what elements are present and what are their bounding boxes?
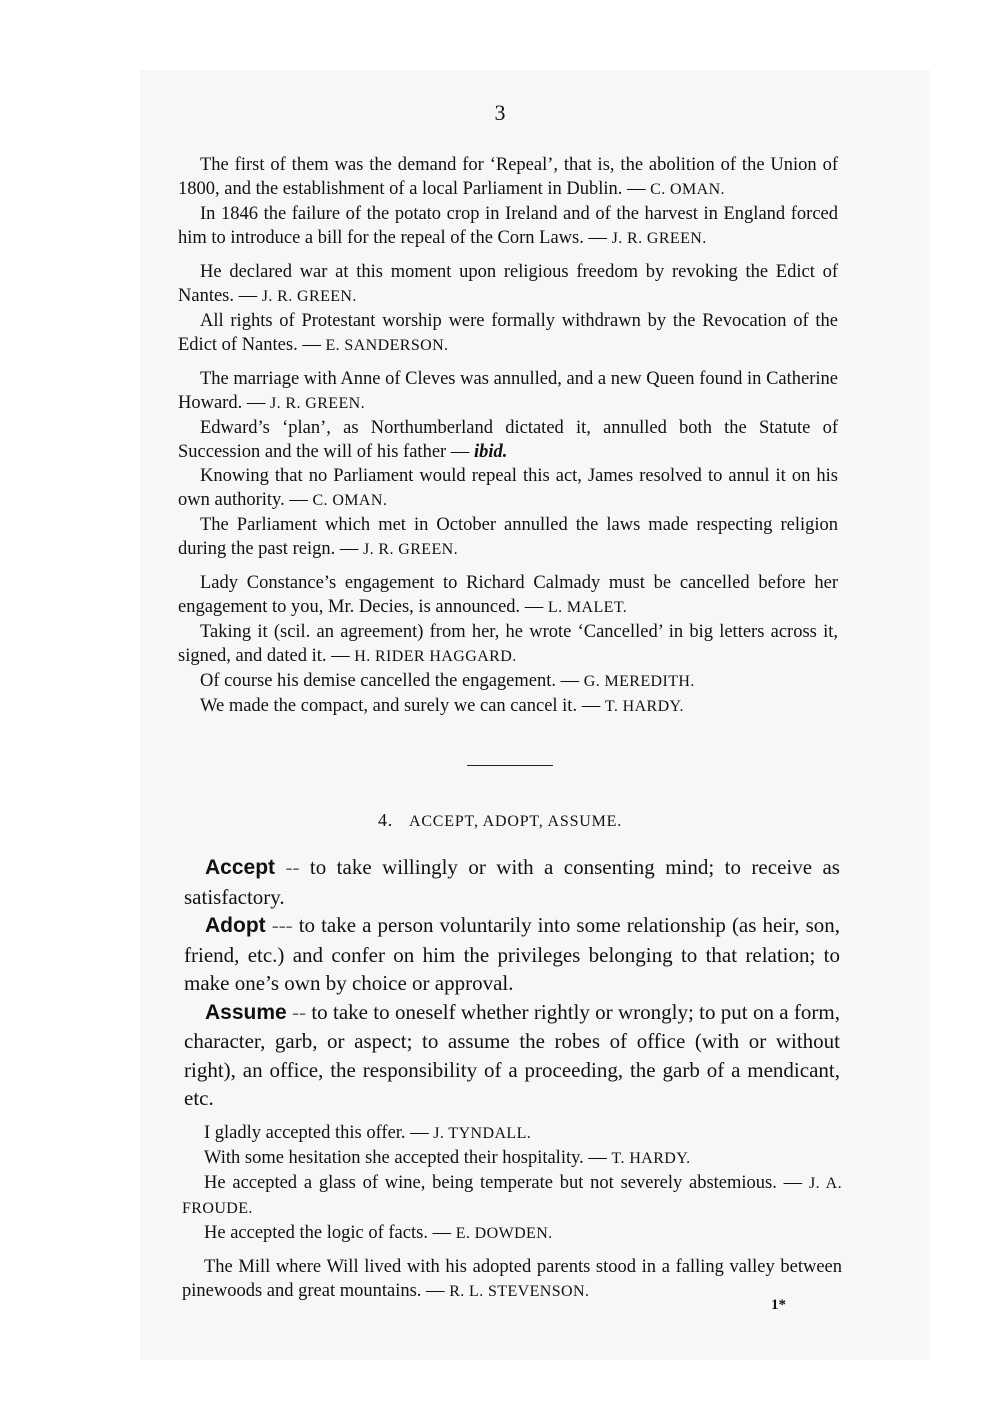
quotation-text: The first of them was the demand for ‘Repeal’, that is, the abolition of the Union of 1800, and the establishment of a local Parliament in Dublin. — [178,155,838,199]
quotation-author: J. A. FROUDE. [182,1175,842,1217]
quotation-ibid: ibid. [473,442,508,462]
quotation-author: E. SANDERSON. [325,337,449,354]
definition-term: Accept [205,856,276,879]
quotation [182,1171,842,1221]
quotation-author: G. MEREDITH. [583,673,695,690]
quotation-author: T. HARDY. [611,1150,691,1167]
definition [184,911,840,998]
quotation [182,1146,842,1171]
quotation-text: The marriage with Anne of Cleves was annulled, and a new Queen found in Catherine Howard. — [178,369,838,413]
section-heading [0,810,1000,831]
quote-group [178,153,838,251]
quotation-author: J. R. GREEN. [269,395,365,412]
quotation-text: Taking it (scil. an agreement) from her, he wrote ‘Cancelled’ in big letters across it, signed, and dated it. — [178,622,838,666]
quote-group [182,1255,842,1304]
definition-term: Assume [205,1000,287,1024]
quotation [178,571,838,620]
definition-text: to take to oneself whether rightly or wrongly; to put on a form, character, garb, or aspect; to assume the robes of office (with or without right), an office, the responsibility of a proceeding, the garb of a mendicant, etc. [184,999,840,1110]
quotes-top [178,153,838,728]
definition-dash: -- [275,855,310,879]
quotation-author: E. DOWDEN. [455,1225,553,1242]
quotation-author: R. L. STEVENSON. [449,1283,590,1300]
quotation-text: Knowing that no Parliament would repeal this act, James resolved to annul it on his own authority. — [178,466,838,510]
quotation [178,202,838,251]
section-title: ACCEPT, ADOPT, ASSUME. [408,813,623,830]
quotation-text: All rights of Protestant worship were formally withdrawn by the Revocation of the Edict of Nantes. — [178,311,838,355]
quote-group [178,367,838,562]
quotation-text: The Mill where Will lived with his adopted parents stood in a falling valley between pinewoods and great mountains. — [182,1257,842,1301]
definition-dash: -- [286,999,312,1024]
quotes-bottom [182,1121,842,1313]
quotation-text: In 1846 the failure of the potato crop in Ireland and of the harvest in England forced him to introduce a bill for the repeal of the Corn Laws. — [178,204,838,248]
quote-group [178,260,838,358]
quotation [178,464,838,513]
quotation-text: He accepted a glass of wine, being temperate but not severely abstemious. — [204,1173,809,1193]
quotation-author: C. OMAN. [650,181,725,198]
quote-group [182,1121,842,1246]
quotation-author: J. R. GREEN. [362,541,458,558]
quotation [178,367,838,416]
section-number: 4. [377,810,394,830]
quotation-author: C. OMAN. [312,492,388,509]
quotation [178,416,838,464]
quotation-author: J. R. GREEN. [611,230,707,247]
signature-mark: 1* [771,1297,786,1313]
page-number: 3 [494,100,506,125]
quotation-text: He accepted the logic of facts. — [204,1223,456,1243]
quotation-author: J. TYNDALL. [433,1125,532,1142]
quotation [178,513,838,562]
definition-dash: --- [265,913,299,937]
definitions [184,853,840,1113]
quotation-author: L. MALET. [547,599,628,616]
quotation-text: Edward’s ‘plan’, as Northumberland dictated it, annulled both the Statute of Succession and the will of his father — [178,418,838,462]
quotation-text: I gladly accepted this offer. — [204,1123,434,1143]
quotation [178,620,838,669]
quotation-text: We made the compact, and surely we can cancel it. — [200,696,605,716]
definition [184,998,840,1113]
quotation [178,260,838,309]
quotation [178,153,838,202]
quotation-author: H. RIDER HAGGARD. [354,648,517,665]
quotation-text: The Parliament which met in October annulled the laws made respecting religion during the past reign. — [178,515,838,559]
quotation-text: Of course his demise cancelled the engagement. — [200,671,584,691]
definition [184,853,840,911]
quotation-text: With some hesitation she accepted their hospitality. — [204,1148,612,1168]
quotation [178,694,838,719]
quotation [182,1121,842,1146]
quotation-text: He declared war at this moment upon religious freedom by revoking the Edict of Nantes. — [178,262,838,306]
quote-group [178,571,838,719]
definition-term: Adopt [205,914,266,937]
quotation-author: T. HARDY. [604,698,684,715]
section-divider [467,765,553,766]
quotation [178,309,838,358]
quotation [182,1221,842,1246]
quotation [178,669,838,694]
quotation-text: Lady Constance’s engagement to Richard Calmady must be cancelled before her engagement to you, Mr. Decies, is announced. — [178,573,838,617]
definition-text: to take a person voluntarily into some relationship (as heir, son, friend, etc.) and confer on him the privileges belonging to that relation; to make one’s own by choice or approval. [184,913,840,995]
definition-text: to take willingly or with a consenting mind; to receive as satisfactory. [184,855,840,909]
quotation-author: J. R. GREEN. [261,288,357,305]
quotation [182,1255,842,1304]
